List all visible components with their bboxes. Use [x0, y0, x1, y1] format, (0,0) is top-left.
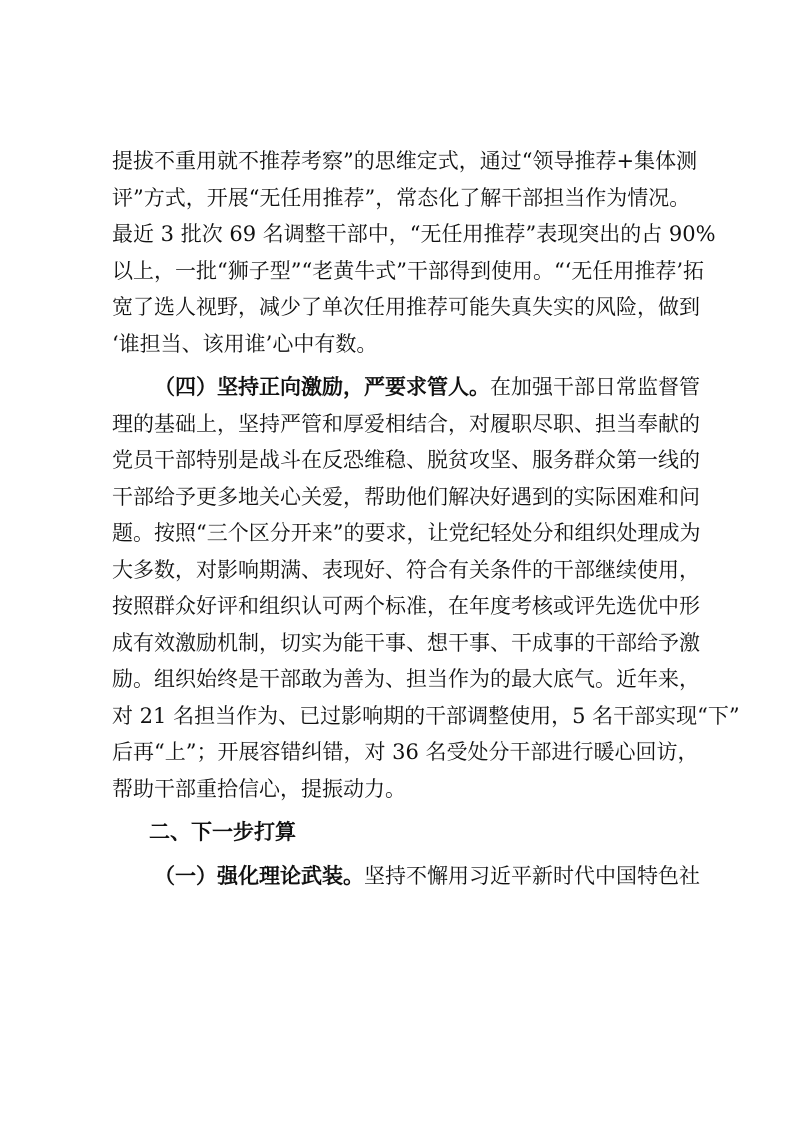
paragraph-line: 帮助干部重拾信心，提振动力。 — [112, 776, 406, 801]
paragraph-text: 坚持不懈用习近平新时代中国特色社 — [364, 863, 700, 888]
paragraph-line: 评”方式，开展“无任用推荐”，常态化了解干部担当作为情况。 — [112, 185, 691, 210]
paragraph-line: 最近 3 批次 69 名调整干部中，“无任用推荐”表现突出的占 90% — [112, 222, 716, 246]
paragraph-line: 党员干部特别是战斗在反恐维稳、脱贫攻坚、服务群众第一线的 — [112, 448, 700, 472]
paragraph-line: 励。组织始终是干部敢为善为、担当作为的最大底气。近年来， — [112, 667, 700, 691]
document-body — [112, 143, 740, 894]
subsection-heading: （一）强化理论武装。 — [154, 863, 364, 888]
paragraph-first-line — [112, 369, 700, 406]
section-heading: 二、下一步打算 — [149, 820, 296, 844]
paragraph-line: 对 21 名担当作为、已过影响期的干部调整使用，5 名干部实现“下” — [112, 703, 740, 728]
paragraph-line: 后再“上”；开展容错纠错，对 36 名受处分干部进行暖心回访， — [112, 740, 699, 764]
paragraph-line: 理的基础上，坚持严管和厚爱相结合，对履职尽职、担当奉献的 — [112, 411, 700, 436]
paragraph-line: 以上，一批“狮子型”“老黄牛式”干部得到使用。“‘无任用推荐’拓 — [112, 258, 705, 283]
paragraph-line: 宽了选人视野，减少了单次任用推荐可能失真失实的风险，做到 — [112, 295, 700, 319]
paragraph-line: 提拔不重用就不推荐考察”的思维定式，通过“领导推荐+集体测 — [112, 149, 698, 173]
paragraph-line: 按照群众好评和组织认可两个标准，在年度考核或评先选优中形 — [112, 594, 700, 618]
paragraph-first-line — [112, 858, 700, 895]
paragraph-line: ‘谁担当、该用谁’心中有数。 — [112, 331, 378, 356]
subsection-heading: （四）坚持正向激励，严要求管人。 — [154, 375, 490, 399]
paragraph-line: 大多数，对影响期满、表现好、符合有关条件的干部继续使用， — [112, 557, 700, 582]
paragraph-line: 题。按照“三个区分开来”的要求，让党纪轻处分和组织处理成为 — [112, 521, 701, 545]
paragraph-line: 成有效激励机制，切实为能干事、想干事、干成事的干部给予激 — [112, 630, 700, 655]
paragraph-line: 干部给予更多地关心关爱，帮助他们解决好遇到的实际困难和问 — [112, 484, 700, 509]
paragraph-text: 在加强干部日常监督管 — [490, 375, 700, 399]
